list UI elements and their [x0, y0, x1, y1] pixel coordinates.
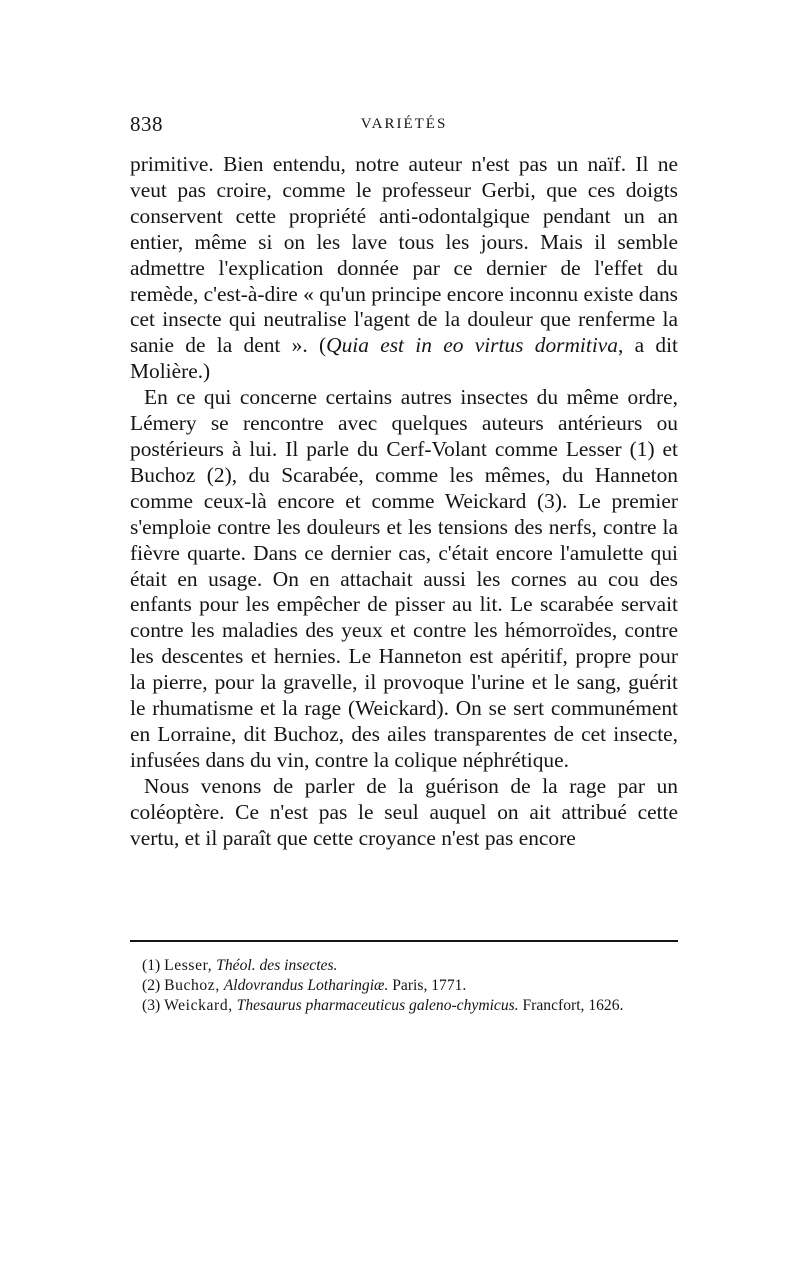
footnote-1-number: (1)	[142, 957, 161, 974]
body-text	[130, 152, 678, 851]
paragraph-1-text-a: primitive. Bien entendu, notre auteur n'est pas un naïf. Il ne veut pas croire, comme le professeur Gerbi, que ces doigts conservent cette propriété anti-odontalgique pendant un an entier, même si on les lave tous les jours. Mais il semble admettre l'explication donnée par ce dernier de l'effet du remède, c'est-à-dire « qu'un principe encore inconnu existe dans cet insecte qui neutralise l'agent de la douleur que renferme la sanie de la dent ». (	[130, 152, 678, 358]
footnote-1	[130, 956, 678, 976]
footnote-3-title: Thesaurus pharmaceuticus galeno-chymicus.	[236, 997, 519, 1014]
paragraph-3: Nous venons de parler de la guérison de la rage par un coléoptère. Ce n'est pas le seul auquel on ait attribué cette vertu, et il paraît que cette croyance n'est pas encore	[130, 773, 678, 850]
page-number: 838	[130, 112, 163, 136]
running-head	[130, 112, 678, 142]
footnote-rule	[130, 940, 678, 942]
footnote-2	[130, 976, 678, 996]
paragraph-1-text-b: , a dit Molière.)	[130, 333, 678, 384]
footnotes	[130, 956, 678, 1016]
footnote-2-number: (2)	[142, 977, 161, 994]
footnote-2-author: Buchoz,	[164, 977, 220, 994]
paragraph-2: En ce qui concerne certains autres insectes du même ordre, Lémery se rencontre avec quelques auteurs antérieurs ou postérieurs à lui. Il parle du Cerf-Volant comme Lesser (1) et Buchoz (2), du Scarabée, comme les mêmes, du Hanneton comme ceux-là encore et comme Weickard (3). Le premier s'emploie contre les douleurs et les tensions des nerfs, contre la fièvre quarte. Dans ce dernier cas, c'était encore l'amulette qui était en usage. On en attachait aussi les cornes au cou des enfants pour les empêcher de pisser au lit. Le scarabée servait contre les maladies des yeux et contre les hémorroïdes, contre les descentes et hernies. Le Hanneton est apéritif, propre pour la pierre, pour la gravelle, il provoque l'urine et le sang, guérit le rhumatisme et la rage (Weickard). On se sert communément en Lorraine, dit Buchoz, des ailes transparentes de cet insecte, infusées dans du vin, contre la colique néphrétique.	[130, 385, 678, 772]
footnote-3-rest: Francfort, 1626.	[518, 997, 624, 1014]
footnote-1-author: Lesser,	[164, 957, 213, 974]
footnote-3	[130, 996, 678, 1016]
footnote-3-author: Weickard,	[164, 997, 233, 1014]
paragraph-1	[130, 152, 678, 385]
latin-quotation: Quia est in eo virtus dormitiva	[326, 333, 618, 358]
footnote-1-title: Théol. des insectes.	[216, 957, 338, 974]
running-title: VARIÉTÉS	[360, 116, 448, 132]
footnote-2-rest: Paris, 1771.	[388, 977, 467, 994]
footnote-2-title: Aldovrandus Lotharingiæ.	[223, 977, 389, 994]
footnote-3-number: (3)	[142, 997, 161, 1014]
